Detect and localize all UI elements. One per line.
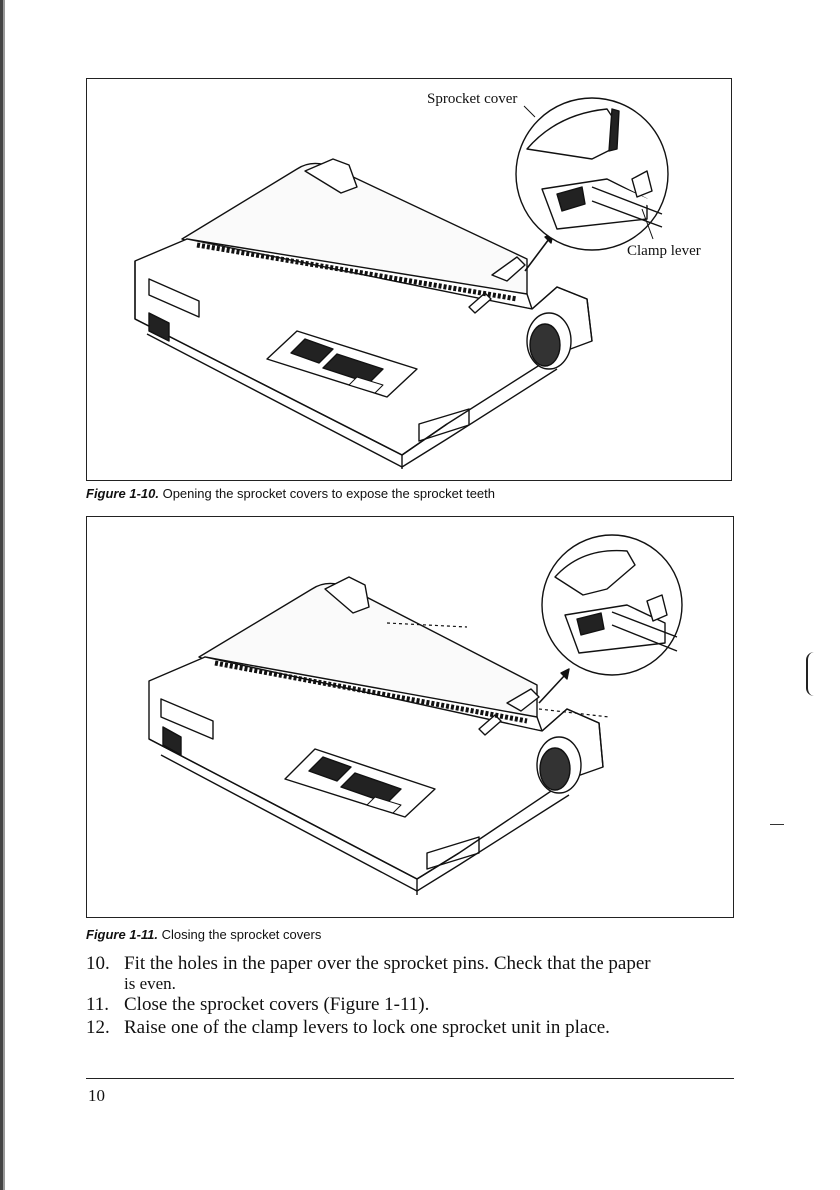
step-text-continuation: is even. xyxy=(124,974,176,993)
step-10 xyxy=(86,952,746,993)
figure-1-10-caption xyxy=(86,486,495,501)
step-number: 12. xyxy=(86,1017,110,1038)
figure-1-11-number: Figure 1-11. xyxy=(86,927,159,942)
callout-clamp-lever: Clamp lever xyxy=(627,243,701,259)
step-text: Close the sprocket covers (Figure 1-11). xyxy=(124,994,430,1015)
printer-illustration-closed-covers xyxy=(87,517,735,919)
figure-1-10-frame xyxy=(86,78,732,481)
step-text: Raise one of the clamp levers to lock one sprocket unit in place. xyxy=(124,1017,610,1038)
scan-mark xyxy=(770,824,784,825)
footer-rule xyxy=(86,1078,734,1079)
callout-sprocket-cover: Sprocket cover xyxy=(427,91,518,107)
figure-1-11-frame xyxy=(86,516,734,918)
figure-1-10-caption-text: Opening the sprocket covers to expose the sprocket teeth xyxy=(162,486,496,501)
page-number: 10 xyxy=(88,1086,105,1105)
figure-1-10-number: Figure 1-10. xyxy=(86,486,159,501)
scan-bracket-mark xyxy=(806,652,814,696)
step-11 xyxy=(86,993,746,1016)
printer-illustration-open-covers xyxy=(87,79,733,482)
step-12 xyxy=(86,1016,746,1039)
step-number: 11. xyxy=(86,994,110,1015)
instruction-steps xyxy=(86,952,746,1039)
step-text: Fit the holes in the paper over the sprocket pins. Check that the paper xyxy=(124,953,651,974)
step-number: 10. xyxy=(86,953,110,974)
scan-edge-shadow xyxy=(0,0,6,1190)
figure-1-11-caption xyxy=(86,927,321,942)
figure-1-11-caption-text: Closing the sprocket covers xyxy=(161,927,322,942)
